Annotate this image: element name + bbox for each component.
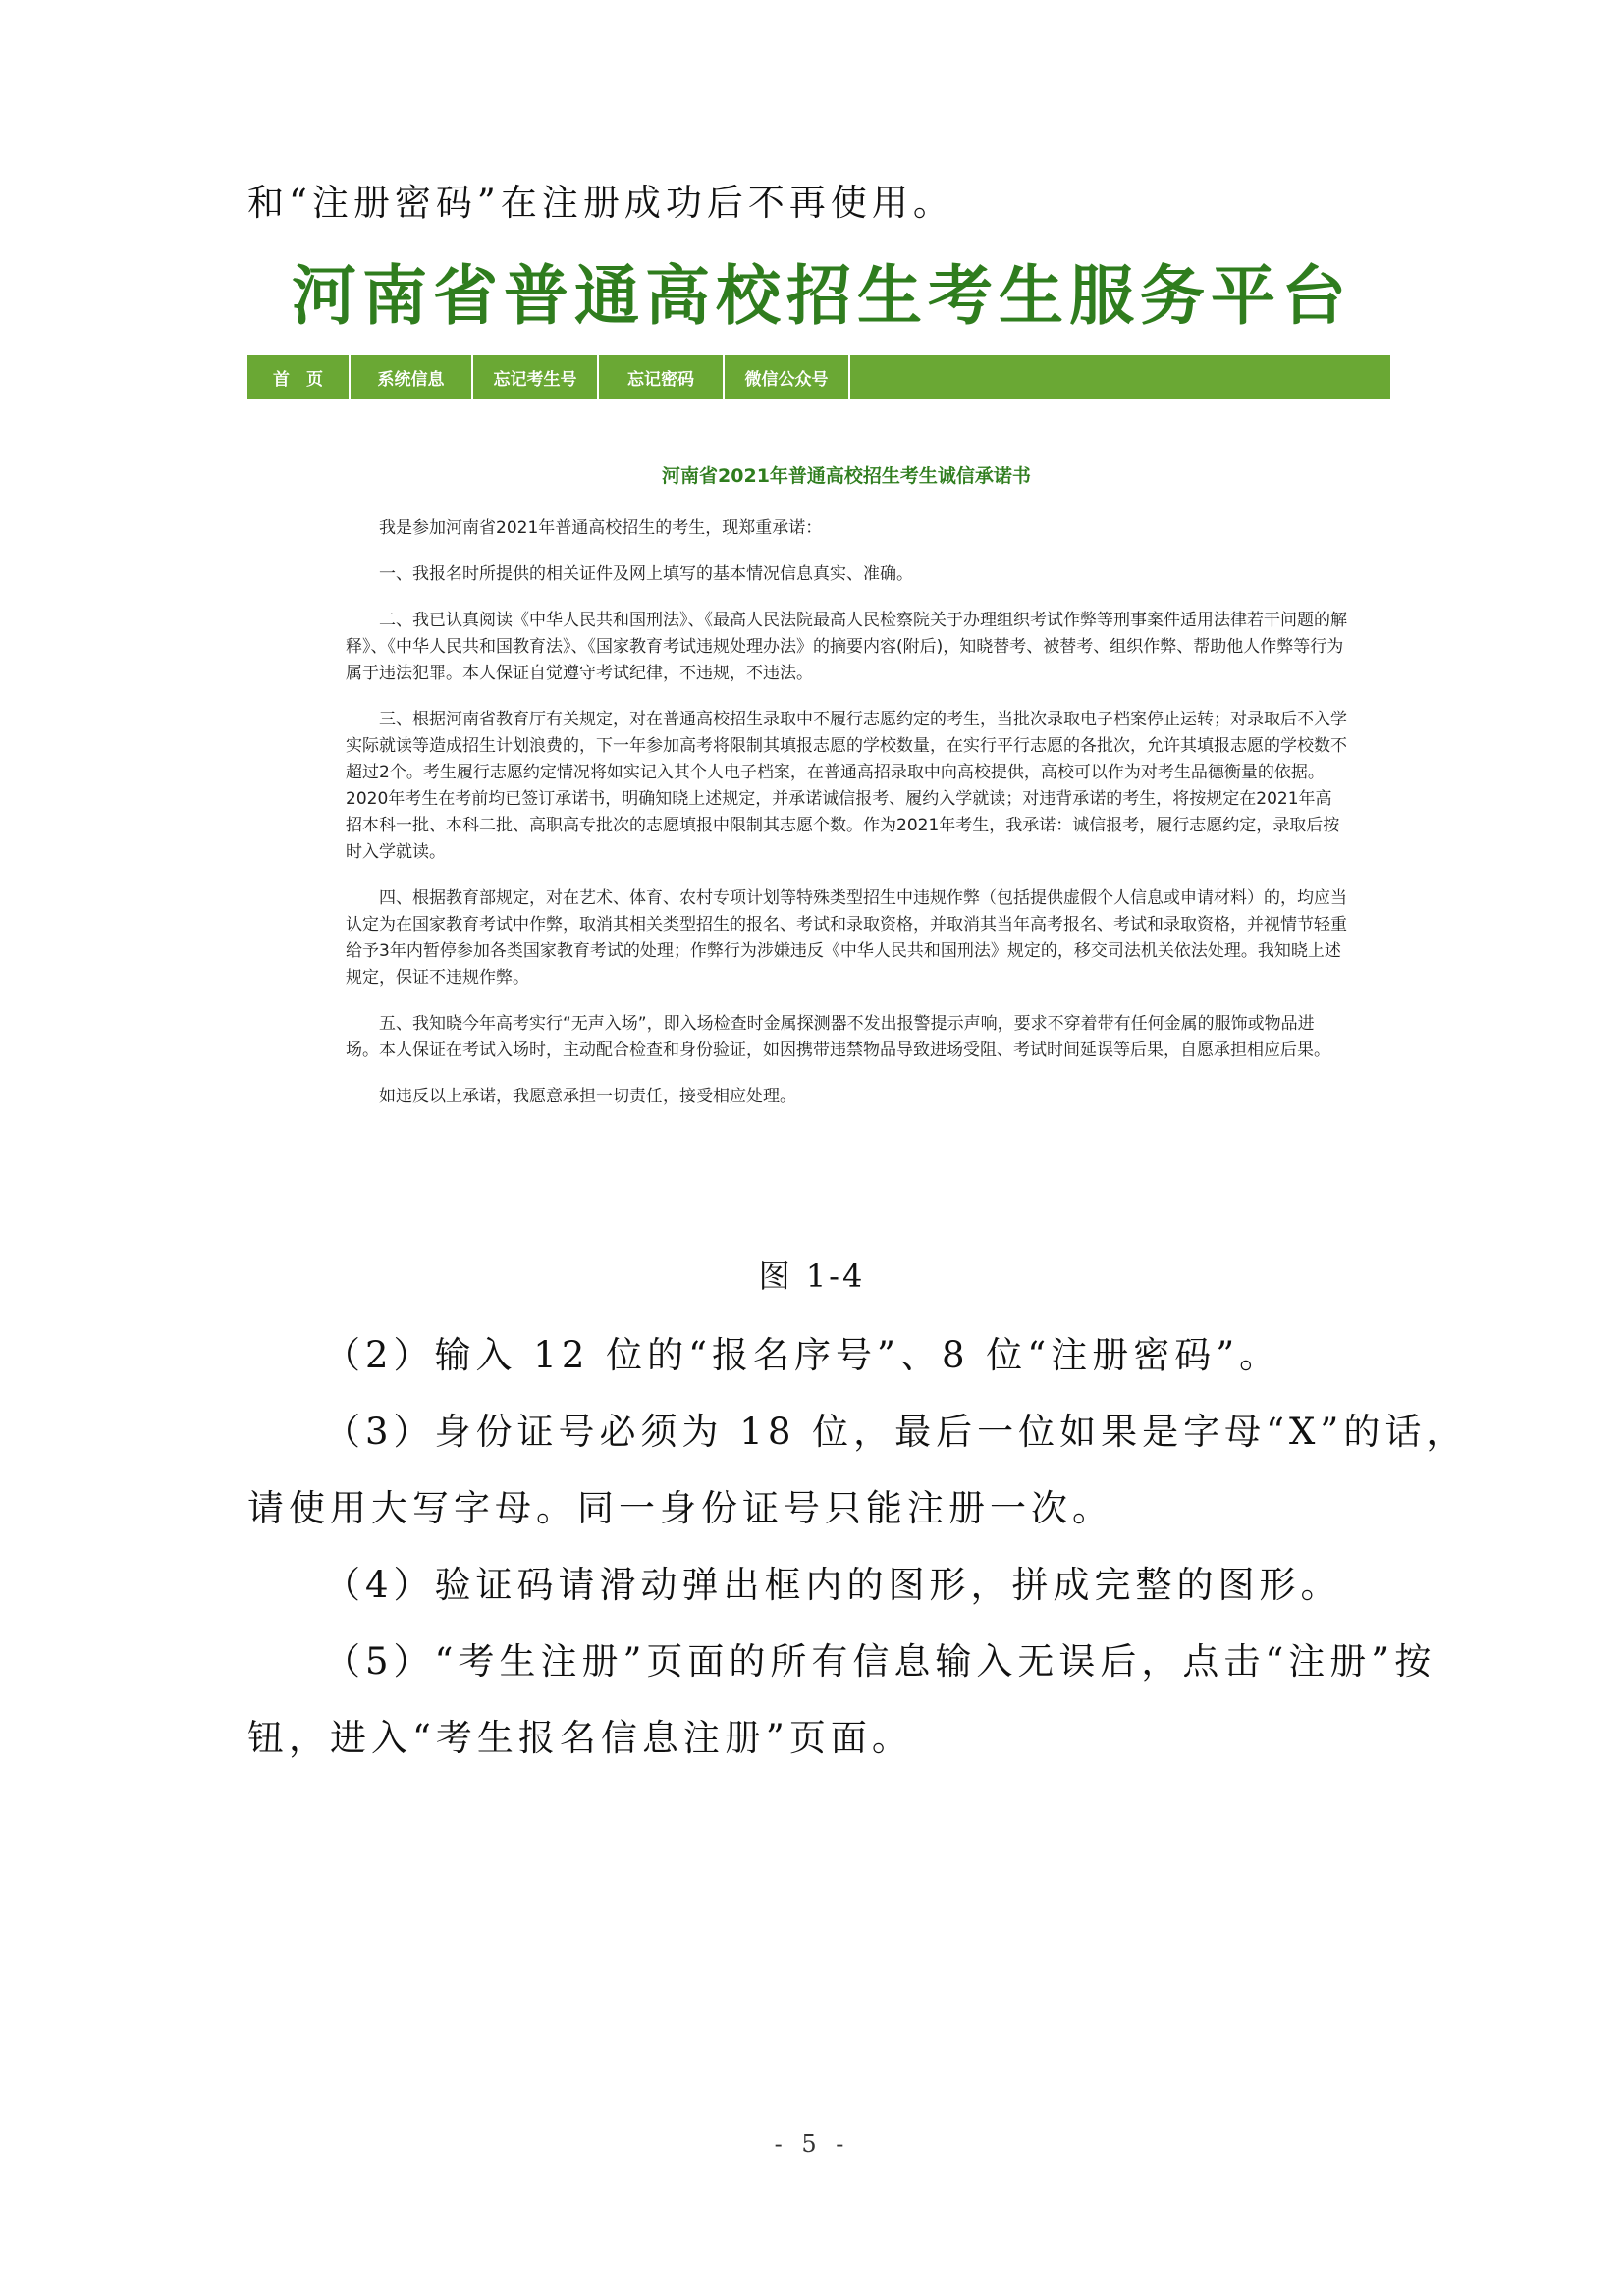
nav-filler [850,355,1390,399]
page-number: - 5 - [774,2130,850,2158]
nav-wechat-account[interactable]: 微信公众号 [725,355,850,399]
figure-caption: 图 1-4 [758,1257,866,1295]
nav-forgot-exam-number[interactable]: 忘记考生号 [473,355,599,399]
paragraph-step-5-cont: 钮，进入“考生报名信息注册”页面。 [247,1717,913,1759]
paragraph-step-3-cont: 请使用大写字母。同一身份证号只能注册一次。 [247,1487,1113,1529]
pledge-closing: 如违反以上承诺，我愿意承担一切责任，接受相应处理。 [379,1087,796,1106]
nav-forgot-password[interactable]: 忘记密码 [599,355,725,399]
pledge-item: 一、我报名时所提供的相关证件及网上填写的基本情况信息真实、准确。 [379,564,913,584]
lead-line: 和“注册密码”在注册成功后不再使用。 [247,182,954,224]
paragraph-step-3: （3）身份证号必须为 18 位，最后一位如果是字母“X”的话， [324,1411,1468,1453]
paragraph-step-5: （5）“考生注册”页面的所有信息输入无误后，点击“注册”按 [324,1640,1436,1682]
pledge-item: 二、我已认真阅读《中华人民共和国刑法》、《最高人民法院最高人民检察院关于办理组织考试作弊等刑事案件适用法律若干问题的解释》、《中华人民共和国教育法》、《国家教育考试违规处理办法》的摘要内容(附后)，知晓替考、被替考、组织作弊、帮助他人作弊等行为属于违法犯罪。本人保证自觉遵守考试纪律，不违规，不违法。 [346,611,1347,683]
pledge-item: 四、根据教育部规定，对在艺术、体育、农村专项计划等特殊类型招生中违规作弊（包括提供虚假个人信息或申请材料）的，均应当认定为在国家教育考试中作弊，取消其相关类型招生的报名、考试和录取资格，并取消其当年高考报名、考试和录取资格，并视情节轻重给予3年内暂停参加各类国家教育考试的处理；作弊行为涉嫌违反《中华人民共和国刑法》规定的，移交司法机关依法处理。我知晓上述规定，保证不违规作弊。 [346,888,1347,988]
pledge-title: 河南省2021年普通高校招生考生诚信承诺书 [662,465,1031,487]
pledge-item: 五、我知晓今年高考实行“无声入场”，即入场检查时金属探测器不发出报警提示声响，要求不穿着带有任何金属的服饰或物品进场。本人保证在考试入场时，主动配合检查和身份验证，如因携带违禁物品导致进场受阻、考试时间延误等后果，自愿承担相应后果。 [346,1014,1330,1060]
paragraph-step-4: （4）验证码请滑动弹出框内的图形，拼成完整的图形。 [324,1564,1342,1606]
nav-home[interactable]: 首 页 [247,355,351,399]
paragraph-step-2: （2）输入 12 位的“报名序号”、8 位“注册密码”。 [324,1334,1281,1376]
pledge-item: 三、根据河南省教育厅有关规定，对在普通高校招生录取中不履行志愿约定的考生，当批次录取电子档案停止运转；对录取后不入学实际就读等造成招生计划浪费的，下一年参加高考将限制其填报志愿的学校数量，在实行平行志愿的各批次，允许其填报志愿的学校数不超过2个。考生履行志愿约定情况将如实记入其个人电子档案，在普通高招录取中向高校提供，高校可以作为对考生品德衡量的依据。2020年考生在考前均已签订承诺书，明确知晓上述规定，并承诺诚信报考、履约入学就读；对违背承诺的考生，将按规定在2021年高招本科一批、本科二批、高职高专批次的志愿填报中限制其志愿个数。作为2021年考生，我承诺：诚信报考，履行志愿约定，录取后按时入学就读。 [346,710,1347,862]
pledge-document [346,461,1347,1130]
platform-title: 河南省普通高校招生考生服务平台 [292,258,1352,334]
nav-system-info[interactable]: 系统信息 [351,355,473,399]
nav-bar [247,355,1390,399]
pledge-intro: 我是参加河南省2021年普通高校招生的考生，现郑重承诺： [379,518,823,538]
